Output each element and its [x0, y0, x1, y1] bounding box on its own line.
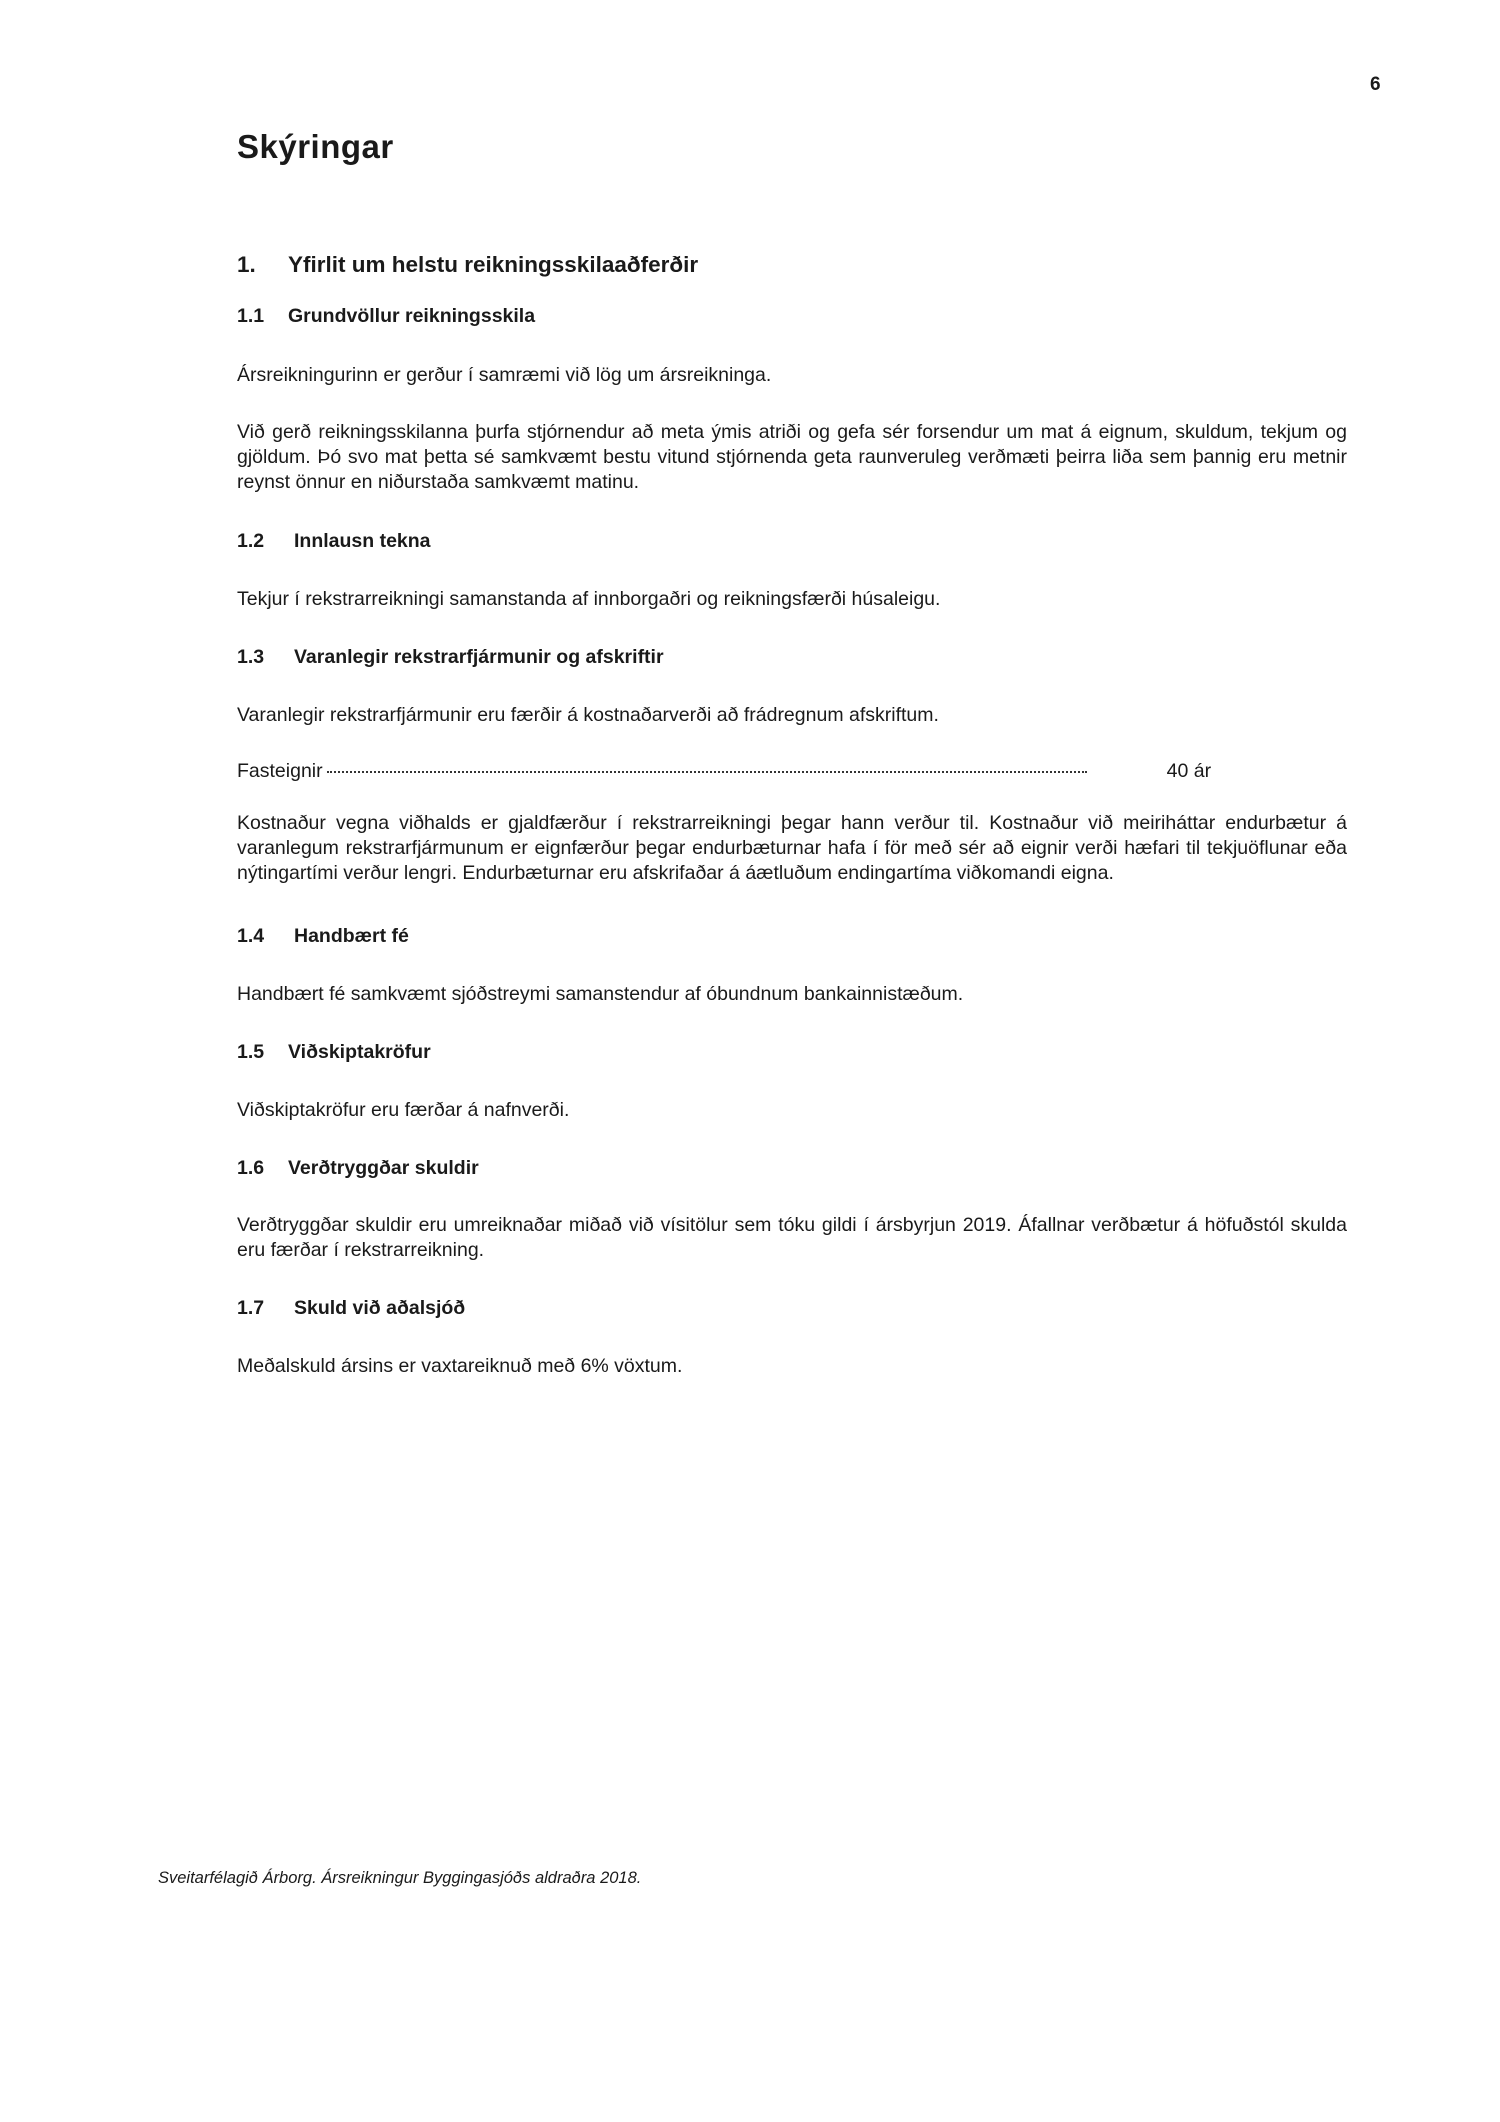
subsection-heading-1-3	[237, 645, 1347, 670]
subsection-title: Viðskiptakröfur	[288, 1041, 431, 1063]
subsection-title: Grundvöllur reikningsskila	[288, 305, 536, 327]
paragraph: Við gerð reikningsskilanna þurfa stjórnendur að meta ýmis atriði og gefa sér forsendur um mat á eignum, skuldum, tekjum og gjöldum. Þó svo mat þetta sé samkvæmt bestu vitund stjórnenda geta raunveruleg verðmæti þeirra liða sem þannig eru metnir reynst önnur en niðurstaða samkvæmt matinu.	[237, 421, 1347, 493]
paragraph: Viðskiptakröfur eru færðar á nafnverði.	[237, 1099, 570, 1121]
subsection-number: 1.2	[237, 530, 265, 552]
section-title: Yfirlit um helstu reikningsskilaaðferðir	[288, 252, 699, 277]
subsection-heading-1-5	[237, 1040, 1347, 1065]
subsection-heading-1-6	[237, 1156, 1347, 1181]
paragraph: Meðalskuld ársins er vaxtareiknuð með 6% vöxtum.	[237, 1355, 683, 1377]
subsection-heading-1-2	[237, 529, 1347, 554]
subsection-title: Handbært fé	[294, 925, 409, 947]
paragraph: Kostnaður vegna viðhalds er gjaldfærður í rekstrarreikningi þegar hann verður til. Kostnaður við meiriháttar endurbætur á varanlegum rekstrarfjármunum er eignfærður þegar endurbæturnar hafa í för með sér að eignir verði hæfari til tekjuöflunar eða nýtingartími verður lengri. Endurbæturnar eru afskrifaðar á áætluðum endingartíma viðkomandi eigna.	[237, 812, 1347, 884]
subsection-number: 1.4	[237, 925, 265, 947]
page-footer: Sveitarfélagið Árborg. Ársreikningur Byggingasjóðs aldraðra 2018.	[158, 1869, 642, 1887]
subsection-title: Varanlegir rekstrarfjármunir og afskriftir	[294, 646, 664, 668]
asset-label: Fasteignir	[237, 760, 323, 782]
section-heading-1	[237, 252, 1347, 277]
depreciation-row	[237, 760, 1347, 783]
subsection-number: 1.3	[237, 646, 265, 668]
subsection-number: 1.6	[237, 1157, 265, 1179]
paragraph: Varanlegir rekstrarfjármunir eru færðir á kostnaðarverði að frádregnum afskriftum.	[237, 704, 939, 726]
paragraph: Handbært fé samkvæmt sjóðstreymi samanstendur af óbundnum bankainnistæðum.	[237, 983, 964, 1005]
subsection-heading-1-4	[237, 924, 1347, 949]
subsection-number: 1.5	[237, 1041, 265, 1063]
paragraph: Verðtryggðar skuldir eru umreiknaðar miðað við vísitölur sem tóku gildi í ársbyrjun 2019. Áfallnar verðbætur á höfuðstól skulda eru færðar í rekstrarreikning.	[237, 1214, 1347, 1261]
subsection-title: Innlausn tekna	[294, 530, 431, 552]
page-title: Skýringar	[237, 128, 394, 165]
notes-content	[237, 252, 1347, 1379]
dot-leader	[327, 771, 1087, 773]
asset-life-value: 40 ár	[1166, 760, 1212, 782]
section-number: 1.	[237, 252, 256, 277]
subsection-heading-1-1	[237, 304, 1347, 329]
subsection-title: Verðtryggðar skuldir	[288, 1157, 479, 1179]
subsection-heading-1-7	[237, 1296, 1347, 1321]
subsection-number: 1.1	[237, 305, 265, 327]
subsection-title: Skuld við aðalsjóð	[294, 1297, 466, 1319]
paragraph: Tekjur í rekstrarreikningi samanstanda af innborgaðri og reikningsfærði húsaleigu.	[237, 588, 941, 610]
paragraph: Ársreikningurinn er gerður í samræmi við lög um ársreikninga.	[237, 364, 772, 386]
subsection-number: 1.7	[237, 1297, 265, 1319]
page-number: 6	[1370, 74, 1381, 95]
